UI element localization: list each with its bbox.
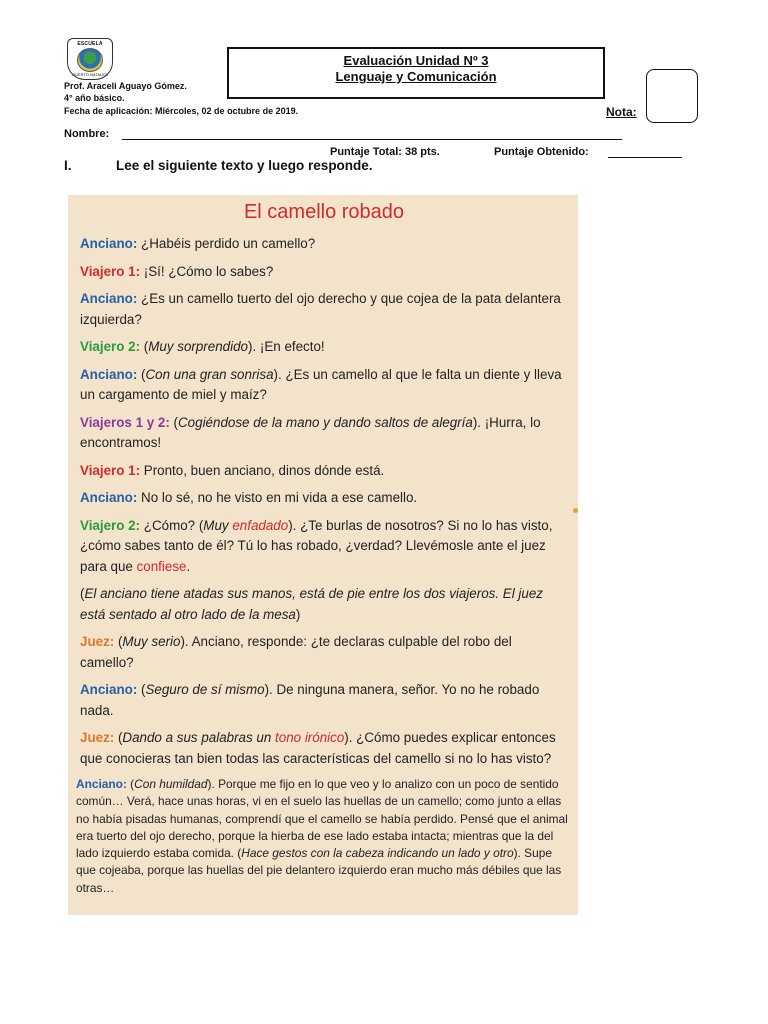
dialogue-text: ). ¿Te burlas de nosotros? Si no lo has visto, ¿cómo sabes tanto de él? Tú lo has robado, ¿verdad? Llevémosle ante el juez para que <box>80 517 553 574</box>
grade-box[interactable] <box>646 69 698 123</box>
story-title: El camello robado <box>243 201 405 223</box>
speaker-label: Anciano: <box>80 366 138 382</box>
dialogue-text: No lo sé, no he visto en mi vida a ese camello. <box>137 490 418 505</box>
nombre-label: Nombre: <box>64 128 110 140</box>
dialogue-text: ). De ninguna manera, señor. Yo no he robado nada. <box>80 682 540 718</box>
dialogue-text: ( <box>137 682 146 697</box>
school-logo <box>67 38 113 80</box>
speaker-label: Juez: <box>80 634 115 649</box>
dialogue-text: . <box>186 558 191 574</box>
speaker-label: Viajero 1: <box>80 462 141 478</box>
dialogue-text: ( <box>114 634 123 649</box>
dialogue-text: Seguro de sí mismo <box>145 682 265 697</box>
puntaje-obtenido-field[interactable] <box>608 157 682 158</box>
dialogue-text: Hace gestos con la cabeza indicando un lado y otro <box>241 846 514 861</box>
dialogue-text: ). Anciano, responde: ¿te declaras culpable del robo del camello? <box>80 634 512 670</box>
application-date: Fecha de aplicación: Miércoles, 02 de octubre de 2019. <box>64 106 299 116</box>
speaker-label: Viajero 2: <box>80 517 141 533</box>
dialogue-text: ( <box>126 777 135 791</box>
dialogue-text: Cogiéndose de la mano y dando saltos de alegría <box>178 414 473 430</box>
dialogue-line <box>80 516 568 578</box>
speaker-label: Anciano: <box>80 291 138 306</box>
dialogue-text: ( <box>80 586 85 601</box>
dialogue-line <box>80 413 568 454</box>
speaker-label: Viajeros 1 y 2: <box>80 414 170 430</box>
dialogue-text: Pronto, buen anciano, dinos dónde está. <box>140 462 385 478</box>
dialogue-line <box>80 262 568 283</box>
dialogue-text: ). ¿Cómo puedes explicar entonces que conocieras tan bien todas las características del camello si no lo has visto? <box>80 730 556 766</box>
story-final-paragraph <box>76 776 570 897</box>
dialogue-text: Muy <box>203 517 233 533</box>
section-instruction: Lee el siguiente texto y luego responde. <box>116 158 373 173</box>
dialogue-text: ¿Habéis perdido un camello? <box>137 236 316 251</box>
dialogue-line <box>80 584 568 625</box>
dialogue-text: El anciano tiene atadas sus manos, está de pie entre los dos viajeros. El juez está sentado al otro lado de la mesa <box>80 586 543 622</box>
dialogue-line <box>80 234 568 255</box>
exam-title: Evaluación Unidad Nº 3 <box>343 53 489 68</box>
nombre-field[interactable] <box>122 139 622 140</box>
speaker-label: Anciano: <box>80 682 138 697</box>
section-number: I. <box>64 158 72 173</box>
logo-bottom-text: PUERTO NATALES <box>72 72 108 77</box>
dialogue-text: Muy serio <box>122 634 181 649</box>
grade-level: 4° año básico. <box>64 93 125 103</box>
dialogue-line <box>80 289 568 330</box>
dialogue-text: ( <box>140 339 149 354</box>
bullet-dot <box>573 508 578 513</box>
dialogue-text: ( <box>114 730 123 745</box>
dialogue-text: enfadado <box>232 517 289 533</box>
dialogue-text: Muy sorprendido <box>148 339 248 354</box>
dialogue-text: ). ¿Es un camello al que le falta un diente y lleva un cargamento de miel y maíz? <box>80 366 562 402</box>
dialogue-text: ( <box>137 366 146 382</box>
dialogue-line <box>80 632 568 673</box>
puntaje-total: Puntaje Total: 38 pts. <box>330 146 440 158</box>
dialogue-text: ¿Es un camello tuerto del ojo derecho y que cojea de la pata delantera izquierda? <box>80 291 561 327</box>
dialogue-text: confiese <box>136 558 187 574</box>
dialogue-text: Con humildad <box>134 777 208 791</box>
speaker-label: Anciano: <box>76 777 127 791</box>
dialogue-line <box>80 680 568 721</box>
dialogue-line <box>80 365 568 406</box>
logo-top-text: ESCUELA <box>77 41 103 47</box>
speaker-label: Anciano: <box>80 490 138 505</box>
dialogue-text: tono irónico <box>275 730 345 745</box>
story-continuation-panel <box>68 773 578 915</box>
dialogue-text: ( <box>169 414 179 430</box>
dialogue-text: Dando a sus palabras un <box>122 730 276 745</box>
dialogue-text: ¡Sí! ¿Cómo lo sabes? <box>140 263 274 279</box>
dialogue-text: ¿Cómo? ( <box>140 517 204 533</box>
dialogue-line <box>80 337 568 358</box>
dialogue-text: ). ¡Hurra, lo encontramos! <box>80 414 541 450</box>
teacher-name: Prof. Araceli Aguayo Gómez. <box>64 81 187 91</box>
speaker-label: Viajero 2: <box>80 339 141 354</box>
puntaje-obtenido-label: Puntaje Obtenido: <box>494 146 589 158</box>
dialogue-text: ). Supe que cojeaba, porque las huellas del pie delantero izquierdo eran mucho más débiles que las otras… <box>76 846 562 895</box>
dialogue-text: ). ¡En efecto! <box>247 339 325 354</box>
exam-title-box <box>227 47 605 99</box>
dialogue-line <box>80 461 568 482</box>
dialogue-text: Con una gran sonrisa <box>145 366 274 382</box>
dialogue-line <box>80 728 568 769</box>
dialogue-text: ) <box>295 606 301 622</box>
nota-label: Nota: <box>606 105 637 119</box>
dialogue-line <box>80 488 568 509</box>
dialogue-text: ). Porque me fijo en lo que veo y lo analizo con un poco de sentido común… Verá, hace unas horas, vi en el suelo las huellas de un camello; como junto a ellas no había pisadas humanas, comprendí que el camello se había perdido. Pensé que el animal era tuerto del ojo derecho, porque la hierba de ese lado estaba intacta; mientras que la del lado izquierdo estaba comida. ( <box>76 777 568 861</box>
speaker-label: Viajero 1: <box>80 263 141 279</box>
story-panel <box>68 195 578 773</box>
section-heading <box>64 158 373 173</box>
story-dialogue <box>80 234 568 769</box>
speaker-label: Juez: <box>80 730 115 745</box>
speaker-label: Anciano: <box>80 236 138 251</box>
logo-emblem-icon <box>77 48 103 72</box>
exam-subject: Lenguaje y Comunicación <box>335 69 497 84</box>
